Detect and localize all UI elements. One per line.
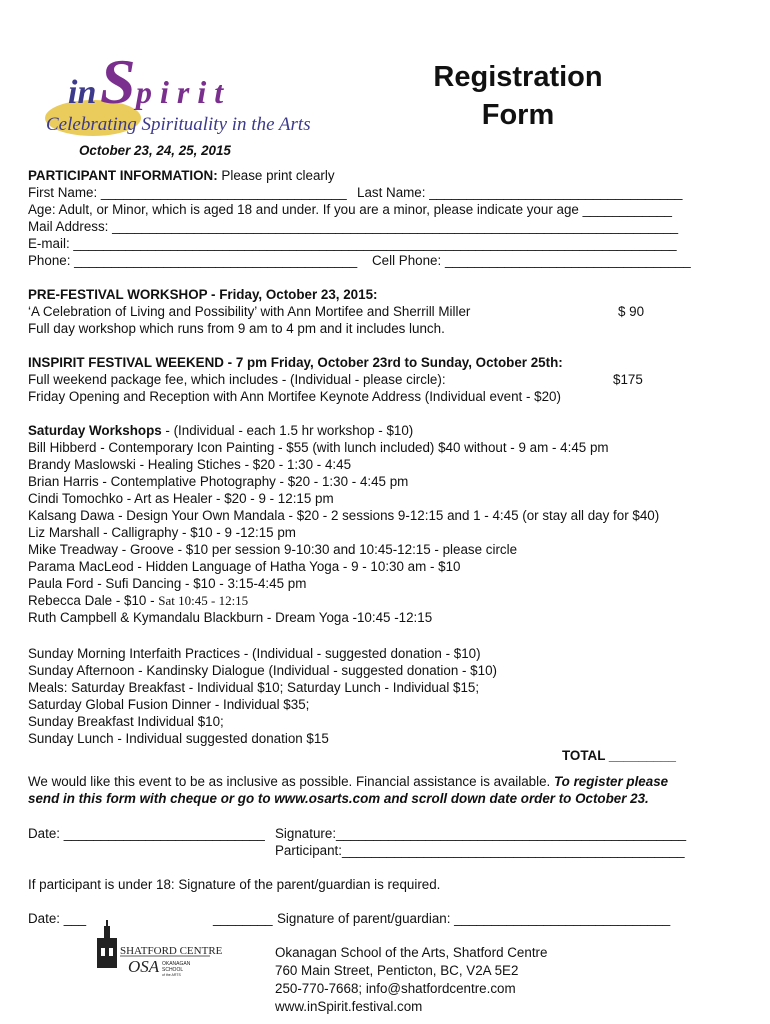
inclusive-text: We would like this event to be as inclusive as possible. Financial assistance is available.: [28, 774, 554, 789]
last-name-field[interactable]: Last Name: __________________________________: [357, 185, 683, 200]
logo-tagline: Celebrating Spirituality in the Arts: [46, 114, 311, 135]
participant-heading-line: [28, 167, 335, 184]
email-field[interactable]: E-mail: _________________________________________________________________________________: [28, 236, 677, 251]
workshop-item-rebecca[interactable]: [28, 592, 248, 609]
shatford-name: SHATFORD CENTRE: [120, 945, 223, 957]
osa-school-text: OKANAGAN: [162, 961, 191, 967]
weekend-price: $175: [613, 372, 643, 387]
meal-item[interactable]: Sunday Lunch - Individual suggested donation $15: [28, 731, 329, 746]
prefestival-price: $ 90: [618, 304, 645, 319]
register-note-2: send in this form with cheque or go to www.osarts.com and scroll down date order to October 23.: [28, 791, 649, 806]
weekend-heading: INSPIRIT FESTIVAL WEEKEND - 7 pm Friday, October 23rd to Sunday, October 25th:: [28, 355, 563, 370]
meal-item[interactable]: Meals: Saturday Breakfast - Individual $10; Saturday Lunch - Individual $15;: [28, 680, 480, 695]
title-line-1: Registration: [433, 61, 603, 93]
participant-heading-note: Please print clearly: [217, 168, 335, 183]
logo-pirit: pirit: [136, 74, 232, 110]
website-line[interactable]: www.inSpirit.festival.com: [275, 999, 423, 1014]
workshop-item[interactable]: Brandy Maslowski - Healing Stiches - $20 - 1:30 - 4:45: [28, 457, 352, 472]
saturday-heading-line: [28, 422, 413, 439]
festival-dates: October 23, 24, 25, 2015: [79, 143, 231, 158]
parent-signature-field[interactable]: Signature of parent/guardian: _____________________________: [277, 911, 671, 926]
signature-field[interactable]: Signature:_______________________________________________: [275, 826, 687, 841]
weekend-opening[interactable]: Friday Opening and Reception with Ann Mortifee Keynote Address (Individual event - $20): [28, 389, 561, 404]
inclusive-line-1: [28, 773, 668, 790]
workshop-item[interactable]: Parama MacLeod - Hidden Language of Hatha Yoga - 9 - 10:30 am - $10: [28, 559, 461, 574]
prefestival-heading: PRE-FESTIVAL WORKSHOP - Friday, October 23, 2015:: [28, 287, 378, 302]
address-block: [275, 944, 547, 1016]
cell-phone-field[interactable]: Cell Phone: _________________________________: [372, 253, 691, 268]
workshop-item[interactable]: Kalsang Dawa - Design Your Own Mandala - $20 - 2 sessions 9-12:15 and 1 - 4:45 (or stay all day for $40): [28, 508, 660, 523]
register-note-1: To register please: [553, 774, 669, 789]
workshop-item[interactable]: Liz Marshall - Calligraphy - $10 - 9 -12:15 pm: [28, 525, 296, 540]
rebecca-label: Rebecca Dale - $10 -: [28, 593, 159, 608]
minor-note: If participant is under 18: Signature of the parent/guardian is required.: [28, 877, 441, 892]
meal-item[interactable]: Sunday Breakfast Individual $10;: [28, 714, 224, 729]
participant-signature-field[interactable]: Participant:______________________________________________: [275, 843, 685, 858]
parent-date-line[interactable]: ________: [213, 911, 273, 926]
address-line: Okanagan School of the Arts, Shatford Centre: [275, 945, 548, 960]
logo-in: in: [68, 74, 97, 111]
inspirit-logo: [38, 38, 311, 138]
workshop-item[interactable]: Mike Treadway - Groove - $10 per session 9-10:30 and 10:45-12:15 - please circle: [28, 542, 518, 557]
date-field[interactable]: Date: ___________________________: [28, 826, 265, 841]
address-line: 760 Main Street, Penticton, BC, V2A 5E2: [275, 963, 519, 978]
title-line-2: Form: [481, 99, 555, 131]
saturday-heading-note: - (Individual - each 1.5 hr workshop - $10): [161, 423, 414, 438]
workshop-item[interactable]: Cindi Tomochko - Art as Healer - $20 - 9 - 12:15 pm: [28, 491, 334, 506]
workshop-item[interactable]: Brian Harris - Contemplative Photography - $20 - 1:30 - 4:45 pm: [28, 474, 409, 489]
parent-date-field[interactable]: Date: ___: [28, 911, 87, 926]
first-name-field[interactable]: First Name: _________________________________: [28, 185, 347, 200]
osa-school-text: SCHOOL: [162, 967, 184, 973]
osa-school-text: of the ARTS: [162, 973, 181, 977]
building-icon: [97, 920, 117, 968]
workshop-item[interactable]: Ruth Campbell & Kymandalu Blackburn - Dream Yoga -10:45 -12:15: [28, 610, 433, 625]
meal-item[interactable]: Saturday Global Fusion Dinner - Individual $35;: [28, 697, 310, 712]
prefestival-details: Full day workshop which runs from 9 am to 4 pm and it includes lunch.: [28, 321, 445, 336]
participant-heading: PARTICIPANT INFORMATION:: [28, 168, 218, 183]
logo-s: S: [100, 46, 136, 117]
age-field[interactable]: Age: Adult, or Minor, which is aged 18 and under. If you are a minor, please indicate your age ____________: [28, 202, 672, 217]
weekend-package[interactable]: Full weekend package fee, which includes - (Individual - please circle):: [28, 372, 446, 387]
rebecca-time: Sat 10:45 - 12:15: [158, 593, 249, 608]
shatford-centre-logo: [92, 918, 223, 978]
prefestival-description: ‘A Celebration of Living and Possibility’ with Ann Mortifee and Sherrill Miller: [28, 304, 471, 319]
workshop-item[interactable]: Bill Hibberd - Contemporary Icon Painting - $55 (with lunch included) $40 without - 9 am - 4:45 pm: [28, 440, 609, 455]
saturday-heading: Saturday Workshops: [28, 423, 162, 438]
page-title: [418, 58, 618, 134]
sunday-item[interactable]: Sunday Afternoon - Kandinsky Dialogue (Individual - suggested donation - $10): [28, 663, 497, 678]
phone-field[interactable]: Phone: ______________________________________: [28, 253, 358, 268]
contact-line[interactable]: 250-770-7668; info@shatfordcentre.com: [275, 981, 516, 996]
workshop-item[interactable]: Paula Ford - Sufi Dancing - $10 - 3:15-4:45 pm: [28, 576, 307, 591]
total-field[interactable]: TOTAL _________: [562, 748, 676, 763]
sunday-item[interactable]: Sunday Morning Interfaith Practices - (Individual - suggested donation - $10): [28, 646, 481, 661]
mail-address-field[interactable]: Mail Address: ____________________________________________________________________________: [28, 219, 679, 234]
osa-mark: OSA: [128, 957, 160, 976]
